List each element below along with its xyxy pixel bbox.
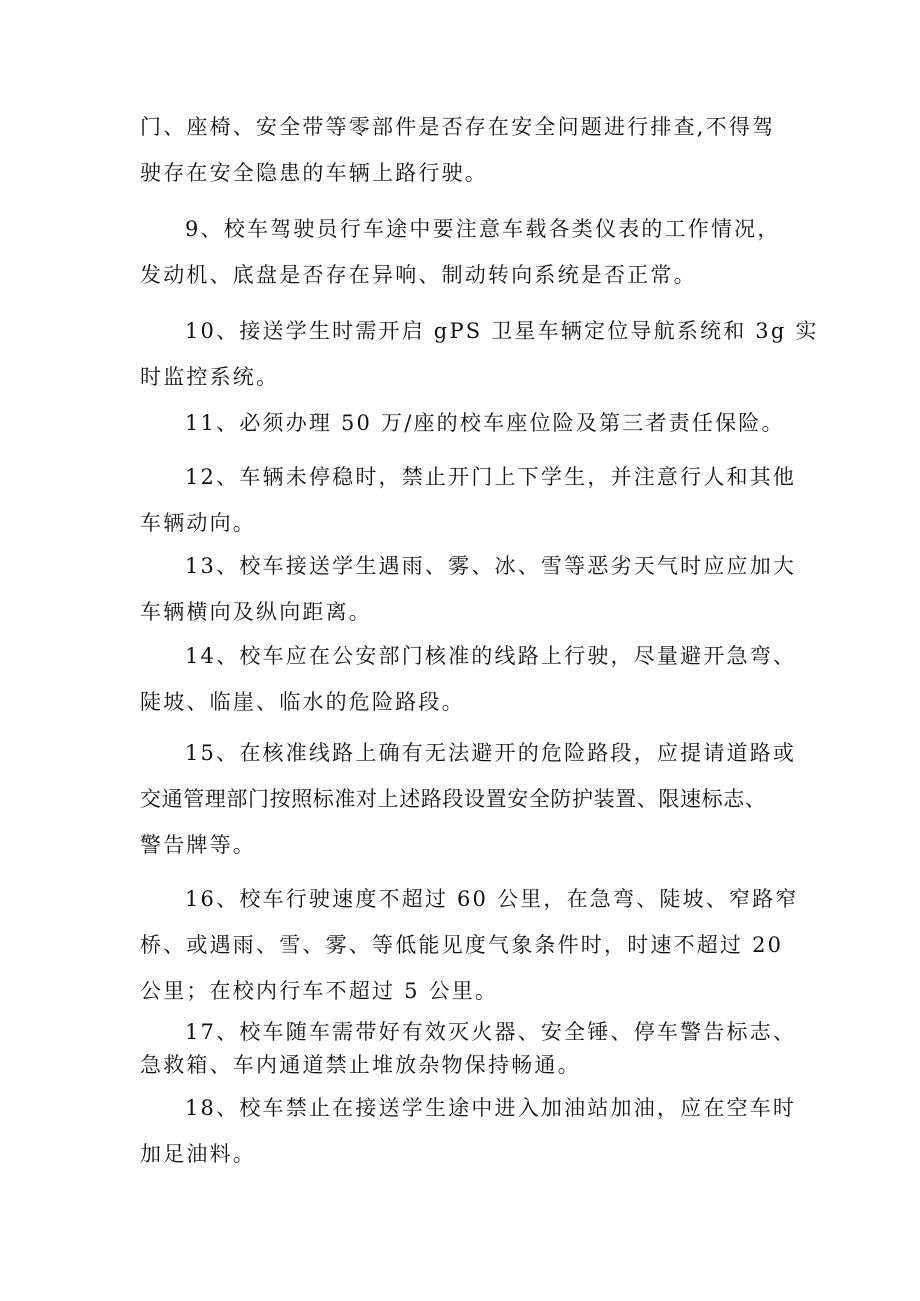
text-line: 发动机、底盘是否存在异响、制动转向系统是否正常。 — [140, 263, 697, 287]
text-line: 15、在核准线路上确有无法避开的危险路段，应提请道路或 — [185, 741, 797, 765]
paragraph-13 — [140, 543, 797, 635]
text-line: 门、座椅、安全带等零部件是否存在安全问题进行排查,不得驾 — [140, 115, 776, 139]
paragraph-9 — [140, 206, 790, 298]
paragraph-10 — [140, 308, 819, 400]
paragraph-14 — [140, 633, 797, 725]
text-line: 11、必须办理 50 万/座的校车座位险及第三者责任保险。 — [185, 411, 785, 435]
text-line: 桥、或遇雨、雪、雾、等低能见度气象条件时，时速不超过 20 — [140, 933, 784, 957]
paragraph-15 — [140, 730, 797, 868]
text-line: 12、车辆未停稳时，禁止开门上下学生，并注意行人和其他 — [185, 465, 797, 489]
paragraph-18 — [140, 1085, 797, 1177]
text-line: 16、校车行驶速度不超过 60 公里，在急弯、陡坡、窄路窄 — [185, 887, 799, 911]
paragraph-17 — [140, 1016, 797, 1082]
paragraph-12 — [140, 454, 797, 546]
text-line: 17、校车随车需带好有效灭火器、安全锤、停车警告标志、 — [185, 1020, 797, 1044]
text-line: 陡坡、临崖、临水的危险路段。 — [140, 690, 465, 714]
text-line: 18、校车禁止在接送学生途中进入加油站加油，应在空车时 — [185, 1096, 797, 1120]
text-line: 警告牌等。 — [140, 833, 256, 857]
text-line: 驶存在安全隐患的车辆上路行驶。 — [140, 161, 488, 185]
text-line: 交通管理部门按照标准对上述路段设置安全防护装置、限速标志、 — [140, 787, 767, 811]
paragraph-16 — [140, 876, 799, 1014]
paragraph-8-continued — [140, 104, 790, 196]
text-line: 10、接送学生时需开启 gPS 卫星车辆定位导航系统和 3g 实 — [185, 319, 819, 343]
paragraph-11 — [140, 400, 790, 446]
text-line: 加足油料。 — [140, 1142, 256, 1166]
text-line: 车辆横向及纵向距离。 — [140, 600, 372, 624]
text-line: 9、校车驾驶员行车途中要注意车载各类仪表的工作情况， — [185, 217, 781, 241]
text-line: 急救箱、车内通道禁止堆放杂物保持畅通。 — [140, 1053, 581, 1077]
text-line: 车辆动向。 — [140, 511, 256, 535]
text-line: 14、校车应在公安部门核准的线路上行驶，尽量避开急弯、 — [185, 644, 797, 668]
text-line: 时监控系统。 — [140, 365, 280, 389]
text-line: 13、校车接送学生遇雨、雾、冰、雪等恶劣天气时应应加大 — [185, 554, 797, 578]
text-line: 公里；在校内行车不超过 5 公里。 — [140, 979, 499, 1003]
